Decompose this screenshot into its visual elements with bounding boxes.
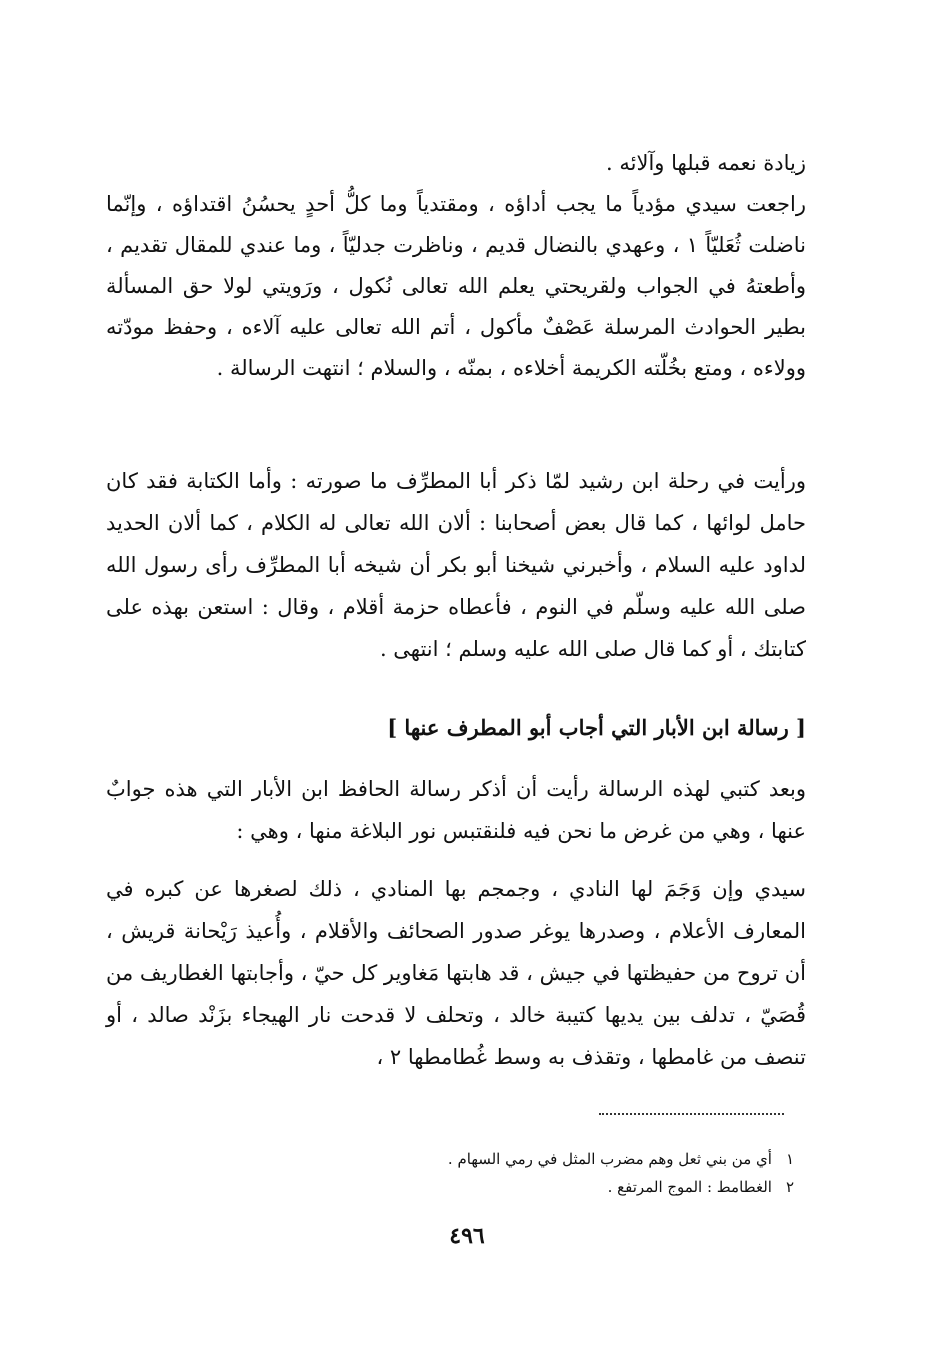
paragraph-ibn-rushayd <box>106 460 806 670</box>
paragraph-continuation <box>106 142 806 184</box>
paragraph-letter-text <box>106 868 806 1078</box>
footnote-text: الغطامط : الموج المرتفع . <box>607 1178 772 1196</box>
footnotes <box>194 1145 794 1201</box>
paragraph-text: وبعد كتبي لهذه الرسالة رأيت أن أذكر رسالة الحافظ ابن الأبار التي هذه جوابٌ عنها ، وهي من غرض ما نحن فيه فلنقتبس نور البلاغة منها ، وهي : <box>106 777 806 843</box>
footnote-separator <box>599 1113 784 1115</box>
footnote-1 <box>194 1145 794 1173</box>
paragraph-text: سيدي وإن وَجَمَ لها النادي ، وجمجم بها المنادي ، ذلك لصغرها عن كبره في المعارف الأعلام ، وصدرها يوغر صدور الصحائف والأقلام ، وأُعيذ رَيْحانة قريش ، أن تروح من حفيظتها في جيش ، قد هابتها مَغاوير كل حيّ ، وأجابتها الغطاريف من قُصَيّ ، تدلف بين يديها كتيبة خالد ، وتحلف لا قدحت نار الهيجاء بزَنْد صالد ، أو تنصف من غامطها ، وتقذف به وسط غُطامطها ٢ ، <box>106 877 806 1069</box>
paragraph-intro-letter <box>106 768 806 852</box>
page-number: ٤٩٦ <box>449 1223 485 1249</box>
paragraph-text: ورأيت في رحلة ابن رشيد لمّا ذكر أبا المطرِّف ما صورته : وأما الكتابة فقد كان حامل لوائها ، كما قال بعض أصحابنا : ألان الله تعالى له الكلام ، كما ألان الحديد لداود عليه السلام ، وأخبرني شيخنا أبو بكر أن شيخه أبا المطرِّف رأى رسول الله صلى الله عليه وسلّم في النوم ، فأعطاه حزمة أقلام ، وقال : استعن بهذه على كتابتك ، أو كما قال صلى الله عليه وسلم ؛ انتهى . <box>106 469 806 661</box>
footnote-2 <box>194 1173 794 1201</box>
paragraph-reply-letter <box>106 184 806 389</box>
section-heading: [ رسالة ابن الأبار التي أجاب أبو المطرف عنها ] <box>387 715 806 740</box>
footnote-number: ٢ <box>785 1178 794 1196</box>
footnote-text: أي من بني ثعل وهم مضرب المثل في رمي السهام . <box>447 1150 772 1168</box>
paragraph-text: راجعت سيدي مؤدياً ما يجب أداؤه ، ومقتدياً وما كلُّ أحدٍ يحسُنُ اقتداؤه ، وإنّما ناضلت ثُعَليّاً ١ ، وعهدي بالنضال قديم ، وناظرت جدليّاً ، وما عندي للمقال تقديم ، وأطعتهُ في الجواب ولقريحتي يعلم الله تعالى نُكول ، ورَويتي لولا حق المسألة بطير الحوادث المرسلة عَصْفٌ مأكول ، أتم الله تعالى عليه آلاءه ، وحفظ مودّته وولاءه ، ومتع بخُلّته الكريمة أخلاءه ، بمنّه ، والسلام ؛ انتهت الرسالة . <box>106 192 806 380</box>
footnote-number: ١ <box>785 1150 794 1168</box>
paragraph-text: زيادة نعمه قبلها وآلائه . <box>606 151 806 175</box>
